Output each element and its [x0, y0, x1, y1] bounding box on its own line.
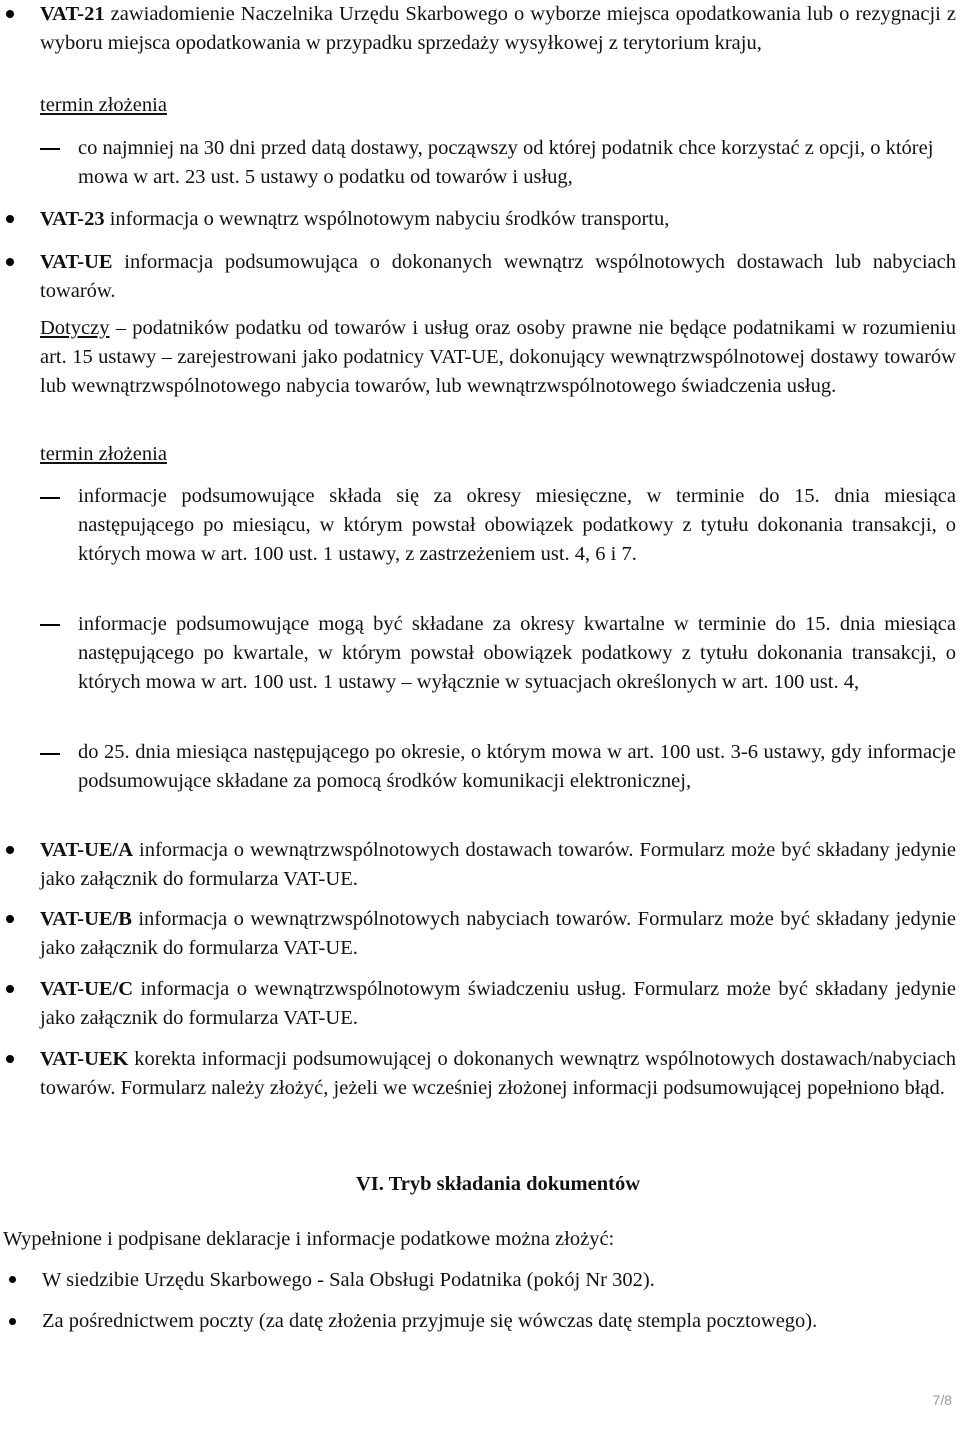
item-vat-21 [40, 0, 956, 58]
item-vat-23: VAT-23 informacja o wewnątrz wspólnotowym nabyciu środków transportu, [40, 208, 670, 230]
item-vat-ue-c: VAT-UE/C informacja o wewnątrzwspólnotowym świadczeniu usług. Formularz może być składany jedynie jako załącznik do formularza VAT-UE. [40, 978, 956, 1029]
bullet-icon [6, 846, 14, 854]
intro-text: Wypełnione i podpisane deklaracje i informacje podatkowe można złożyć: [3, 1228, 615, 1250]
dotyczy-text: – podatników podatku od towarów i usług oraz osoby prawne nie będące podatnikami w rozumieniu art. 15 ustawy – zarejestrowani jako podatnicy VAT-UE, dokonujący wewnątrzwspólnotowej dostawy towarów lub wewnątrzwspólnotowego nabycia towarów, lub wewnątrzwspólnotowego świadczenia usług. [40, 317, 956, 397]
submit-item-1: W siedzibie Urzędu Skarbowego - Sala Obsługi Podatnika (pokój Nr 302). [42, 1269, 655, 1291]
page-number: 7/8 [932, 1392, 952, 1408]
item-vat-ue-b: VAT-UE/B informacja o wewnątrzwspólnotowych nabyciach towarów. Formularz może być składany jedynie jako załącznik do formularza VAT-UE. [40, 908, 956, 959]
termin2-dash-2: informacje podsumowujące mogą być składane za okresy kwartalne w terminie do 15. dnia miesiąca następującego po kwartale, w którym powstał obowiązek podatkowy z tytułu dokonania transakcji, o których mowa w art. 100 ust. 1 ustawy – wyłącznie w sytuacjach określonych w art. 100 ust. 4, [78, 613, 956, 693]
dotyczy-paragraph [40, 314, 956, 401]
dash-icon [40, 624, 60, 626]
bullet-icon [6, 215, 14, 223]
bullet-icon [9, 1318, 16, 1325]
item-vat-ue-a: VAT-UE/A informacja o wewnątrzwspólnotowych dostawach towarów. Formularz może być składany jedynie jako załącznik do formularza VAT-UE. [40, 839, 956, 890]
termin2-dash-1: informacje podsumowujące składa się za okresy miesięczne, w terminie do 15. dnia miesiąca następującego po miesiącu, w którym powstał obowiązek podatkowy z tytułu dokonania transakcji, o których mowa w art. 100 ust. 1 ustawy, z zastrzeżeniem ust. 4, 6 i 7. [78, 485, 956, 565]
bullet-icon [6, 985, 14, 993]
dash-icon [40, 753, 60, 755]
termin2-dash-3: do 25. dnia miesiąca następującego po okresie, o którym mowa w art. 100 ust. 3-6 ustawy, gdy informacje podsumowujące składane za pomocą środków komunikacji elektronicznej, [78, 741, 956, 792]
bullet-icon [9, 1276, 16, 1283]
termin-label-2: termin złożenia [40, 443, 167, 465]
termin-label: termin złożenia [40, 94, 167, 116]
item-text: zawiadomienie Naczelnika Urzędu Skarbowego o wyborze miejsca opodatkowania lub o rezygnacji z wyboru miejsca opodatkowania w przypadku sprzedaży wysyłkowej z terytorium kraju, [40, 3, 956, 54]
dotyczy-label: Dotyczy [40, 317, 110, 339]
bullet-icon [6, 1055, 14, 1063]
bullet-icon [6, 258, 14, 266]
item-vat-ue: VAT-UE informacja podsumowująca o dokonanych wewnątrz wspólnotowych dostawach lub nabyciach towarów. [40, 251, 956, 302]
dash-icon [40, 148, 60, 150]
item-code: VAT-21 [40, 3, 105, 25]
bullet-icon [6, 915, 14, 923]
termin1-text: co najmniej na 30 dni przed datą dostawy, począwszy od której podatnik chce korzystać z opcji, o której mowa w art. 23 ust. 5 ustawy o podatku od towarów i usług, [78, 137, 934, 188]
submit-item-2: Za pośrednictwem poczty (za datę złożenia przyjmuje się wówczas datę stempla pocztowego). [42, 1310, 818, 1332]
section-heading: VI. Tryb składania dokumentów [355, 1173, 641, 1195]
dash-icon [40, 497, 60, 499]
item-vat-uek: VAT-UEK korekta informacji podsumowującej o dokonanych wewnątrz wspólnotowych dostawach/nabyciach towarów. Formularz należy złożyć, jeżeli we wcześniej złożonej informacji podsumowującej popełniono błąd. [40, 1048, 956, 1099]
bullet-icon [6, 10, 14, 18]
